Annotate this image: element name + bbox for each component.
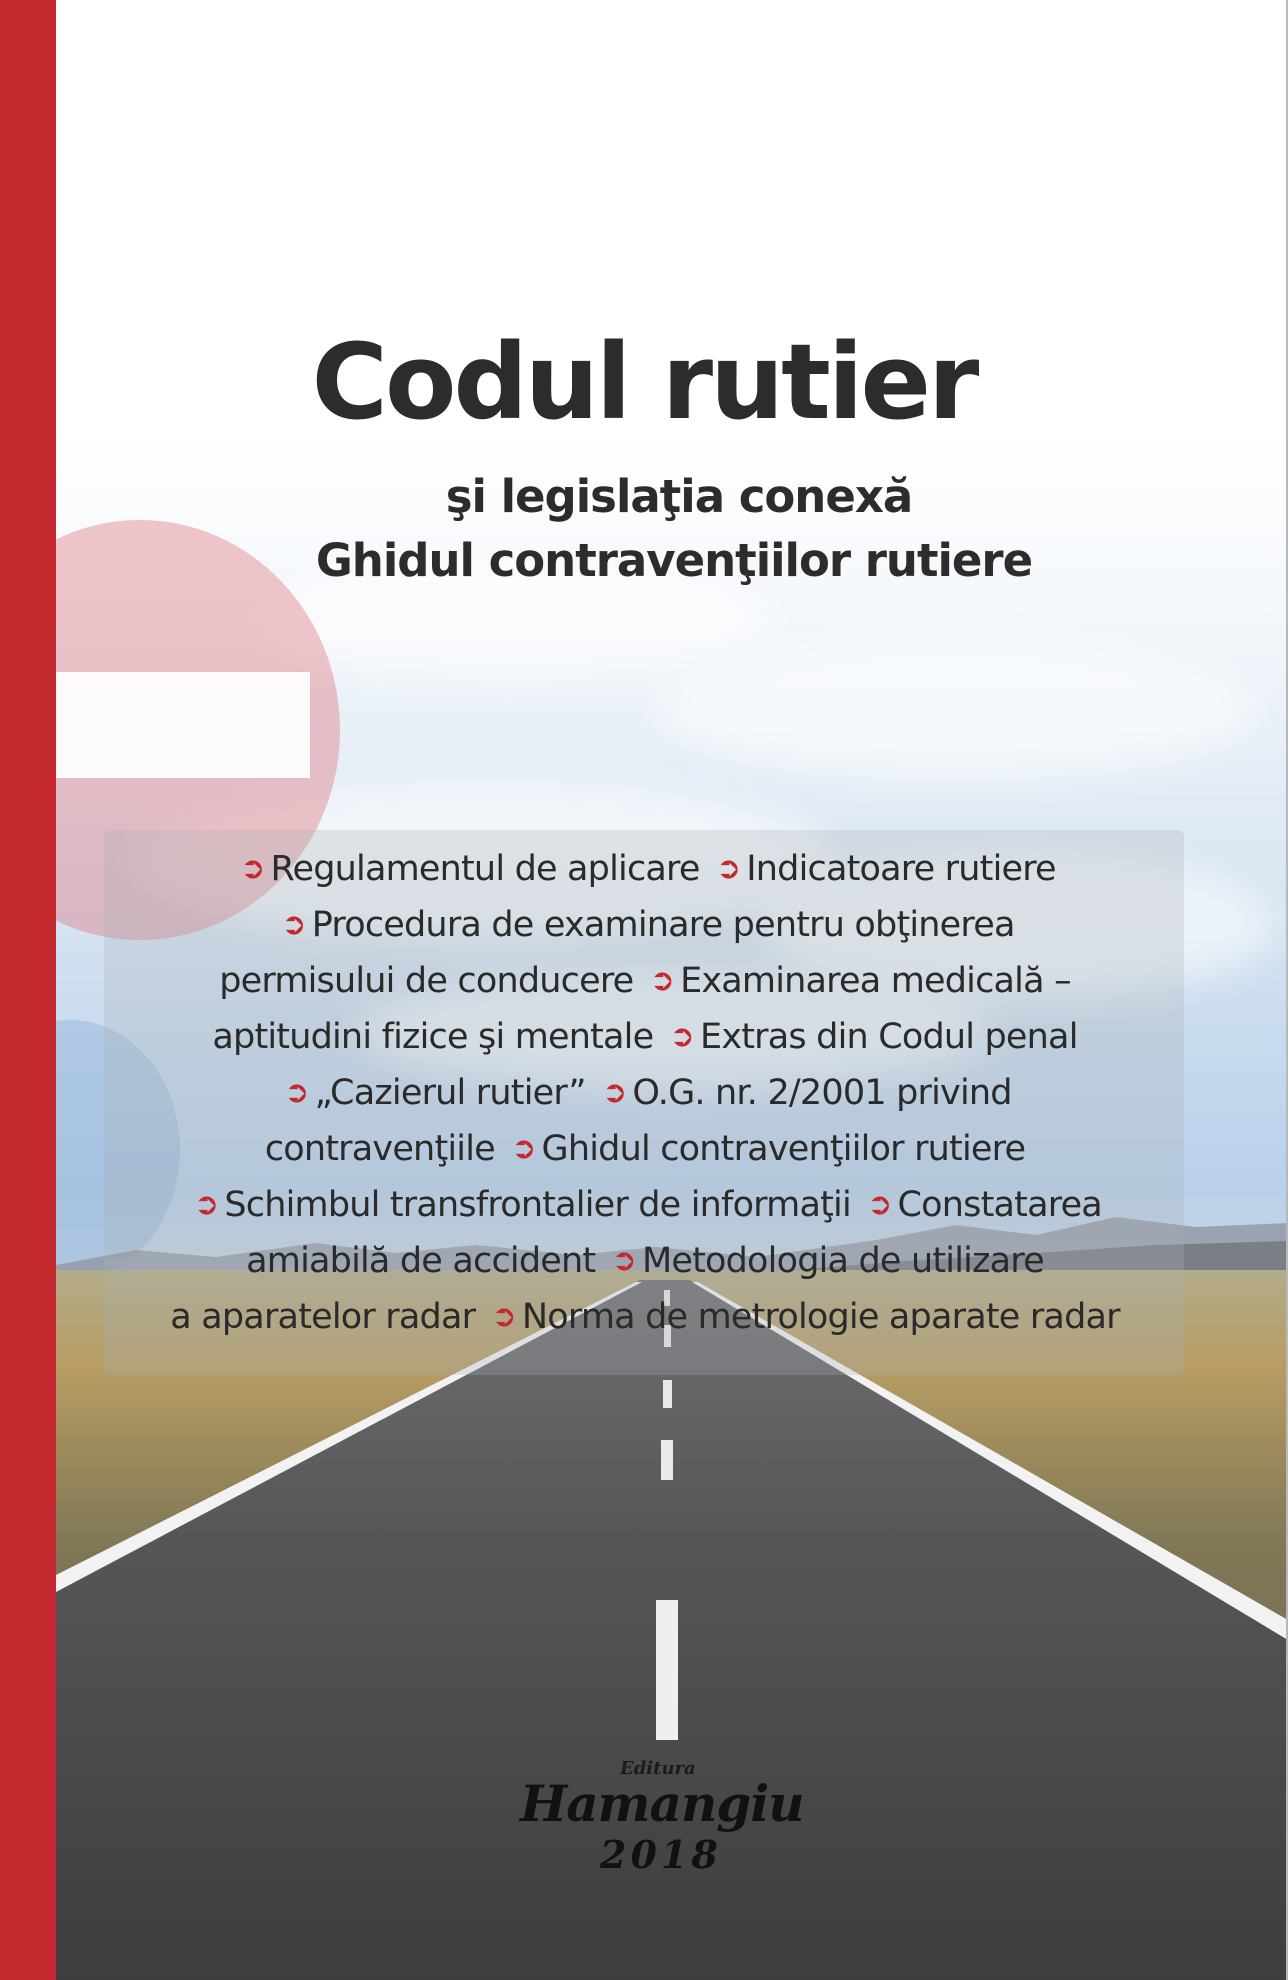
right-arrow-circle-icon: ➲ (602, 1075, 627, 1110)
right-arrow-circle-icon: ➲ (511, 1131, 536, 1166)
contents-line (110, 1290, 1180, 1346)
right-arrow-circle-icon: ➲ (281, 907, 306, 942)
right-arrow-circle-icon: ➲ (669, 1019, 695, 1054)
contents-item: Indicatoare rutiere (746, 849, 1056, 889)
contents-line (110, 1234, 1180, 1290)
publisher-logo (500, 1740, 820, 1877)
book-title: Codul rutier (311, 321, 977, 443)
contents-item: contravenţiile (264, 1129, 495, 1169)
right-arrow-circle-icon: ➲ (240, 851, 265, 886)
contents-item: Regulamentul de aplicare (270, 849, 700, 889)
contents-line (110, 898, 1180, 954)
contents-item: Constatarea (897, 1185, 1102, 1225)
contents-item: a aparatelor radar (170, 1297, 476, 1337)
contents-item: Metodologia de utilizare (641, 1241, 1044, 1281)
book-subtitle-2: Ghidul contravenţiilor rutiere (315, 534, 1033, 587)
contents-item: O.G. nr. 2/2001 privind (632, 1073, 1012, 1113)
contents-line (110, 1066, 1180, 1122)
publisher-label: Editura (620, 1758, 696, 1779)
contents-item: amiabilă de accident (246, 1241, 596, 1281)
publisher-name: Hamangiu (520, 1774, 804, 1833)
red-spine-stripe (0, 0, 56, 1980)
right-arrow-circle-icon: ➲ (284, 1075, 309, 1110)
contents-line (110, 1122, 1180, 1178)
contents-item: Ghidul contravenţiilor rutiere (541, 1129, 1026, 1169)
publication-year: 2018 (600, 1832, 722, 1877)
contents-list (110, 842, 1180, 1346)
right-arrow-circle-icon: ➲ (715, 851, 741, 886)
contents-line (110, 1010, 1180, 1066)
contents-line (110, 1178, 1180, 1234)
contents-item: „Cazierul rutier” (314, 1073, 586, 1113)
contents-item: Procedura de examinare pentru obţinerea (311, 905, 1015, 945)
right-arrow-circle-icon: ➲ (867, 1187, 892, 1222)
contents-line (110, 842, 1180, 898)
right-arrow-circle-icon: ➲ (194, 1187, 219, 1222)
contents-item: Extras din Codul penal (700, 1017, 1078, 1057)
contents-line (110, 954, 1180, 1010)
contents-item: Schimbul transfrontalier de informaţii (224, 1185, 851, 1225)
right-arrow-circle-icon: ➲ (611, 1243, 636, 1278)
book-subtitle: şi legislaţia conexă (445, 470, 913, 523)
contents-item: Norma de metrologie aparate radar (521, 1297, 1120, 1337)
right-arrow-circle-icon: ➲ (649, 963, 675, 998)
contents-item: permisului de conducere (219, 961, 634, 1001)
contents-item: aptitudini fizice şi mentale (212, 1017, 654, 1057)
contents-item: Examinarea medicală – (680, 961, 1071, 1001)
right-arrow-circle-icon: ➲ (491, 1299, 516, 1334)
